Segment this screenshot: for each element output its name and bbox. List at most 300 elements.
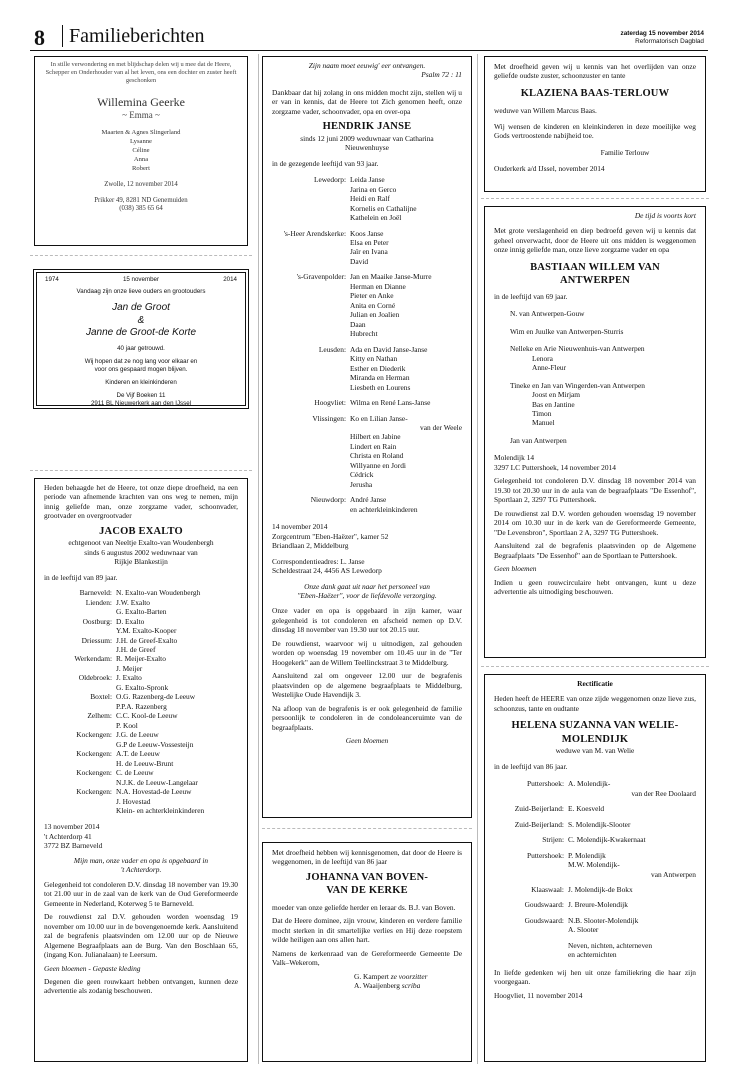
relative-row (44, 768, 238, 777)
obituary-intro: Dankbaar dat hij zolang in ons midden mocht zijn, stellen wij u er van in kennis, dat de Heere tot Zich genomen heeft, onze zorgzame vader, schoonvader, opa en over-opa (272, 87, 462, 116)
relative-row (272, 461, 462, 470)
newspaper-name: Reformatorisch Dagblad (635, 38, 704, 46)
relative-row (272, 383, 462, 392)
condolence-paragraph: Gelegenheid tot condoleren D.V. dinsdag 18 november 2014 van 19.30 tot 20.30 uur in de aula van de begraafplaats "De Essenhof", Sportlaan 2, 3297 TG Puttershoek. (494, 476, 696, 505)
notice-paragraph: Indien u geen rouwcirculaire hebt ontvangen, kunt u deze advertentie als uitnodiging beschouwen. (494, 577, 696, 596)
burial-paragraph: Aansluitend zal de begrafenis plaatsvinden op de Algemene Begraafplaats "De Essenhof" aan de Sportlaan te Puttershoek. (494, 541, 696, 560)
widower-line: Nieuwenhuyse (345, 143, 389, 153)
column-separator (477, 54, 478, 1064)
relative-place (44, 664, 116, 673)
service-paragraph: De rouwdienst zal D.V. worden gehouden woensdag 19 november 2014 om 10.30 uur in de kerk van de Gereformeerde Gemeente, "De Levensbron", Sportlaan 2 A, 3297 TG Puttershoek. (494, 508, 696, 537)
service-paragraph: De rouwdienst, waarvoor wij u uitnodigen, zal gehouden worden op woensdag 19 november om 10.45 uur in de "Ter Hoogekerk" aan de Willem Teellinckstraat 3 te Middelburg. (272, 638, 462, 667)
relative-name: Klein- en achterkleinkinderen (116, 805, 205, 815)
relative-name: H. de Leeuw-Brunt (116, 758, 174, 768)
relative-row (44, 787, 238, 796)
address-line: Molendijk 14 (494, 453, 535, 463)
deceased-name: VAN DE KERKE (326, 885, 408, 897)
relative-place (494, 789, 568, 798)
relative-row (272, 470, 462, 479)
relative-row (44, 654, 238, 663)
relative-place (44, 797, 116, 806)
relative-name: Christa en Roland (350, 451, 404, 461)
relative-place (272, 383, 350, 392)
relative-place: Goudswaard: (524, 900, 564, 910)
relative-row (494, 835, 696, 844)
relative-name: G. Exalto-Barten (116, 607, 167, 617)
relative-name: S. Molendijk-Slooter (568, 819, 631, 829)
relative-row (272, 505, 462, 514)
anniversary-years (45, 276, 237, 284)
relative-row (44, 806, 238, 815)
obituary-intro: Heden behaagde het de Heere, tot onze diepe droefheid, na een periode van afnemende krachten van ons weg te nemen, mijn innig geliefde man, onze zorgzame vader, schoonvader, grootvader en overgrootvader (44, 483, 238, 521)
relative-name: M.W. Molendijk- (568, 860, 620, 870)
years-married: 40 jaar getrouwd. (117, 345, 165, 353)
wish-line: Wij hopen dat ze nog lang voor elkaar en (84, 358, 198, 366)
relative-name: Pieter en Anke (350, 291, 394, 301)
address-line: 2911 BL Nieuwerkerk aan den IJssel (90, 399, 192, 407)
bible-reference: Psalm 72 : 11 (421, 70, 462, 80)
relative-name: Hilbert en Jabine (350, 432, 401, 442)
family-list (43, 129, 239, 173)
relative-name: A. Slooter (568, 925, 599, 935)
relative-place: Nieuwdorp: (310, 495, 346, 505)
header-rule (30, 50, 708, 51)
relative-row (272, 229, 462, 238)
signature: Familie Terlouw (600, 147, 650, 157)
relative-name: R. Meijer-Exalto (116, 654, 166, 664)
no-flowers-note: Geen bloemen (345, 736, 389, 746)
ad-separator (30, 470, 252, 471)
relative-row (494, 950, 696, 959)
relative-place (44, 645, 116, 654)
relative-name: P. Kool (116, 720, 138, 730)
anniversary-intro: Vandaag zijn onze lieve ouders en grootouders (76, 287, 206, 295)
notice-paragraph: Degenen die geen rouwkaart hebben ontvangen, kunnen deze advertentie als zodanig beschouwen. (44, 977, 238, 996)
wish-paragraph: Wij wensen de kinderen en kleinkinderen in deze moeilijke weg Gods vertroostende nabijheid toe. (494, 121, 696, 141)
relative-row (44, 636, 238, 645)
relative-name: E. Koesveld (568, 804, 605, 814)
rectification-heading: Rectificatie (577, 679, 613, 688)
relative-place (44, 759, 116, 768)
wish-paragraph: Dat de Heere dominee, zijn vrouw, kinderen en verdere familie mocht sterken in dit smartelijke verlies en Hij deze roepstem wilde heiligen aan ons allen hart. (272, 916, 462, 945)
remembrance-paragraph: In liefde gedenken wij hen uit onze familiekring die haar zijn voorgegaan. (494, 967, 696, 987)
relative-row (44, 607, 238, 616)
family-member: Lysanne (130, 138, 152, 146)
relative-name: Julian en Joalien (350, 310, 400, 320)
relative-place (494, 870, 568, 879)
relative-place (272, 470, 350, 479)
widower-line: Rijkje Blankestijn (114, 557, 168, 567)
deceased-name: KLAZIENA BAAS-TERLOUW (520, 87, 670, 99)
relative-row (272, 301, 462, 310)
relative-name: J. Meijer (116, 663, 143, 673)
relative-place (272, 194, 350, 203)
relative-row (494, 941, 696, 950)
relative-name: Jaïr en Ivana (350, 247, 388, 257)
relative-name: Herman en Dianne (350, 281, 406, 291)
address-line: 3772 BZ Barneveld (44, 841, 103, 851)
relative-row (272, 414, 462, 423)
obituary-exalto (34, 478, 248, 1062)
relative-name: J.H. de Greef-Exalto (116, 635, 178, 645)
relative-name: David (350, 256, 369, 266)
relative-row (44, 645, 238, 654)
condolence-paragraph: Na afloop van de begrafenis is er ook gelegenheid de familie persoonlijk te condoleren in de condoleanceruimte van de begraafplaats. (272, 703, 462, 732)
correspondence-line: Correspondentieadres: L. Janse (272, 556, 365, 566)
relative-place: Oldebroek: (78, 673, 112, 683)
relative-place (272, 320, 350, 329)
bible-quote: Zijn naam moet eeuwig' eer ontvangen. (308, 61, 426, 70)
relative-row (494, 789, 696, 798)
condolence-paragraph: Gelegenheid tot condoleren D.V. dinsdag 18 november van 19.30 tot 21.00 uur in de zaal van de kerk van de Oud Gereformeerde Gemeente in Nederland, Koterweg 5 te Barneveld. (44, 879, 238, 908)
ad-separator (262, 828, 472, 829)
date-line: 14 november 2014 (272, 522, 328, 532)
ad-separator (30, 255, 252, 256)
relative-place (494, 860, 568, 869)
relative-name: G. Exalto-Spronk (116, 682, 169, 692)
place-date: Hoogvliet, 11 november 2014 (494, 990, 583, 1000)
deceased-name: MOLENDIJK (561, 733, 629, 745)
no-flowers-note: Geen bloemen (494, 564, 537, 574)
relative-name: Wim en Juulke van Antwerpen-Sturris (510, 326, 624, 336)
relative-name: N.B. Slooter-Molendijk (568, 915, 639, 925)
relative-place: Zuid-Beijerland: (514, 804, 564, 814)
relative-row (44, 749, 238, 758)
address-line: Briandlaan 2, Middelburg (272, 541, 349, 551)
relative-row (44, 711, 238, 720)
relative-name: Hubrecht (350, 329, 378, 339)
thanks-line: "Eben-Haëzer", voor de liefdevolle verzorging. (297, 591, 437, 600)
relative-place (44, 626, 116, 635)
relative-name: Lindert en Rain (350, 441, 397, 451)
relative-row (272, 272, 462, 281)
relative-row (494, 900, 696, 909)
relative-place: Goudswaard: (524, 915, 564, 925)
relative-row (272, 354, 462, 363)
relative-row (272, 442, 462, 451)
relative-name: André Janse (350, 495, 387, 505)
relative-row (494, 779, 696, 788)
relative-name: Jarina en Gerco (350, 184, 397, 194)
relative-name: Kathelein en Joël (350, 213, 402, 223)
relative-place (44, 740, 116, 749)
relative-name: J.W. Exalto (116, 597, 151, 607)
relative-row (272, 175, 462, 184)
relative-place (494, 925, 568, 934)
relative-row (44, 626, 238, 635)
family-member: Robert (132, 165, 150, 172)
anniversary-announcement (36, 272, 246, 406)
relative-name: D. Exalto (116, 616, 145, 626)
relative-row (494, 916, 696, 925)
relative-place (272, 451, 350, 460)
anniversary-day: 15 november (122, 276, 160, 283)
signature (272, 972, 462, 981)
relative-place: Strijen: (542, 835, 564, 845)
relative-place: Vlissingen: (312, 413, 346, 423)
widower-line: sinds 12 juni 2009 weduwnaar van Catharina (300, 133, 434, 143)
service-paragraph: De rouwdienst zal D.V. gehouden worden woensdag 19 november om 10.00 uur in de bovengenoemde kerk. Aansluitend zal de begrafenis plaatsvinden om 12.00 uur op de Nieuwe Algemene Begraafplaats aan de Burg. Van den Boschlaan 65, (ingang Kon. Julianalaan) te Leersum. (44, 912, 238, 960)
baby-nickname: ~ Emma ~ (122, 109, 160, 120)
viewing-paragraph: Onze vader en opa is opgebaard in zijn kamer, waar gelegenheid is tot condoleren en afscheid nemen op D.V. dinsdag 18 november van 19.30 uur tot 20.15 uur. (272, 606, 462, 635)
relative-row (44, 740, 238, 749)
relative-row (494, 870, 696, 879)
obituary-baas-terlouw (484, 56, 706, 192)
relative-place (44, 607, 116, 616)
relative-place (494, 950, 568, 959)
relative-place: Werkendam: (74, 654, 112, 664)
relative-place (272, 282, 350, 291)
address-line: Prikker 49, 8281 ND Genemuiden (94, 196, 188, 204)
relative-name: Jan en Maaike Janse-Murre (350, 272, 432, 282)
relative-name: N.A. Hovestad-de Leeuw (116, 787, 192, 797)
relative-row (272, 345, 462, 354)
deceased-name: BASTIAAN WILLEM VAN (530, 261, 660, 273)
quote-line: Mijn man, onze vader en opa is opgebaard in (73, 855, 209, 865)
relative-name: P.P.A. Razenberg (116, 701, 167, 711)
relative-row (494, 804, 696, 813)
obituary-van-antwerpen (484, 206, 706, 658)
relative-name: O.G. Razenberg-de Leeuw (116, 692, 196, 702)
deceased-name: JOHANNA VAN BOVEN- (305, 871, 429, 883)
relatives-list (494, 779, 696, 960)
relative-place (272, 423, 350, 432)
relative-row (272, 213, 462, 222)
column-separator (258, 54, 259, 1064)
issue-date: zaterdag 15 november 2014 (620, 30, 704, 37)
relative-row (272, 247, 462, 256)
relative-name: Jan van Antwerpen (510, 435, 567, 445)
relative-name: en achterkleinkinderen (350, 504, 418, 514)
relative-row (272, 238, 462, 247)
birth-intro: In stille verwondering en met blijdschap delen wij u mee dat de Heere, Schepper en Onderhouder van al het leven, ons een dochter en zuster heeft geschonken (45, 61, 237, 85)
relative-row (272, 495, 462, 504)
family-member: Maarten & Agnes Slingerland (101, 129, 181, 137)
relative-place: Kockengen: (76, 730, 112, 740)
obituary-van-boven (262, 842, 472, 1062)
relative-name: Willyanne en Jordi (350, 460, 406, 470)
relative-name: Ada en David Janse-Janse (350, 344, 428, 354)
relative-place (44, 778, 116, 787)
date-line: 13 november 2014 (44, 822, 100, 832)
relative-row (272, 194, 462, 203)
grandchild-name: Anne-Fleur (532, 363, 567, 373)
relative-name: N. Exalto-van Woudenbergh (116, 588, 201, 598)
age-line: in de gezegende leeftijd van 93 jaar. (272, 158, 379, 168)
deceased-name: HENDRIK JANSE (322, 121, 412, 133)
relative-row (272, 432, 462, 441)
relative-place: Barneveld: (79, 588, 112, 598)
relative-place: Leusden: (318, 344, 346, 354)
start-year: 1974 (45, 276, 59, 283)
relative-place: Zelhem: (87, 711, 112, 721)
relative-name: Neven, nichten, achterneven (568, 940, 653, 950)
relative-row (272, 204, 462, 213)
signer-role: ze voorzitter (390, 971, 428, 981)
burial-paragraph: Aansluitend zal om ongeveer 12.00 uur de begrafenis plaatsvinden op de algemene begraafplaats te Middelburg, Westelijke Oude Havendijk 3. (272, 671, 462, 700)
address-line: 3297 LC Puttershoek, 14 november 2014 (494, 462, 616, 472)
relation-paragraph: moeder van onze geliefde herder en leraar ds. B.J. van Boven. (272, 902, 456, 912)
address-line: De Vijf Boeken 11 (116, 392, 166, 400)
relative-place (494, 941, 568, 950)
relative-name: Wilma en René Lans-Janse (350, 398, 431, 408)
relative-name: Kornelis en Cathalijne (350, 203, 417, 213)
relative-place (272, 257, 350, 266)
ad-separator (481, 198, 709, 199)
relative-row (272, 480, 462, 489)
relative-place (44, 683, 116, 692)
relative-row (44, 778, 238, 787)
relative-place: Puttershoek: (527, 850, 564, 860)
relative-row (272, 364, 462, 373)
relative-name: Anita en Corné (350, 300, 396, 310)
relative-place (272, 442, 350, 451)
relative-row (272, 257, 462, 266)
age-line: in de leeftijd van 69 jaar. (494, 291, 568, 301)
relative-place (272, 310, 350, 319)
relative-row (44, 797, 238, 806)
relative-name: Liesbeth en Lourens (350, 382, 411, 392)
widower-line: sinds 6 augustus 2002 weduwnaar van (84, 547, 198, 557)
relative-place (272, 238, 350, 247)
relative-row (44, 598, 238, 607)
relative-place: 's-Gravenpolder: (296, 272, 346, 282)
grandchild-name: Lenora (532, 353, 553, 363)
relative-name: J. Hovestad (116, 796, 151, 806)
grandchild-name: Bas en Jantine (532, 399, 575, 409)
relative-place: Lienden: (85, 597, 112, 607)
relative-place: 's-Heer Arendskerke: (283, 228, 346, 238)
relative-name: Tineke en Jan van Wingerden-van Antwerpen (510, 380, 645, 390)
relative-place: Lewedorp: (313, 175, 346, 185)
relative-name: P. Molendijk (568, 850, 606, 860)
relative-row (44, 759, 238, 768)
relative-row (44, 702, 238, 711)
relative-place: Klaaswaal: (531, 884, 564, 894)
relative-name: Elsa en Peter (350, 238, 389, 247)
spouse-line: echtgenoot van Neeltje Exalto-van Woudenbergh (68, 538, 214, 548)
relative-name: Jerusha (350, 479, 373, 489)
relative-name: J.G. de Leeuw (116, 730, 159, 740)
ad-separator (481, 666, 709, 667)
relative-name: A. Molendijk- (568, 779, 611, 789)
relative-place: Kockengen: (76, 768, 112, 778)
signer-name: A. Waaijenberg (354, 981, 400, 991)
relative-row (44, 617, 238, 626)
relative-name: van der Ree Doolaard (631, 788, 696, 798)
relative-place (44, 702, 116, 711)
deceased-name: ANTWERPEN (559, 275, 631, 287)
deceased-name: HELENA SUZANNA VAN WELIE- (511, 720, 679, 732)
relative-row (272, 329, 462, 338)
relative-row (272, 423, 462, 432)
header-info (621, 30, 704, 47)
relative-row (44, 673, 238, 682)
birth-announcement (34, 56, 248, 246)
family-member: Céline (132, 147, 150, 155)
relative-place: Driessum: (81, 635, 112, 645)
obituary-intro: Heden heeft de HEERE van onze zijde weggenomen onze lieve zus, schoonzus, tante en oudtante (494, 694, 696, 713)
relative-place (272, 480, 350, 489)
relative-place: Zuid-Beijerland: (514, 819, 564, 829)
widow-line: weduwe van M. van Welie (555, 746, 635, 756)
bible-quote: De tijd is voorts kort (634, 211, 696, 220)
relative-name: Koos Janse (350, 228, 384, 238)
relative-name: J. Breure-Molendijk (568, 900, 628, 910)
place-date: Ouderkerk a/d IJssel, november 2014 (494, 164, 605, 174)
relative-row (272, 451, 462, 460)
relative-row (494, 885, 696, 894)
relative-place (272, 213, 350, 222)
obituary-intro: Met grote verslagenheid en diep bedroefd geven wij u kennis dat geheel onverwacht, door de Heere uit ons midden is weggenomen onze innig geliefde man, onze lieve zorgzame vader en opa (494, 226, 696, 255)
relative-row (494, 820, 696, 829)
relative-place (272, 301, 350, 310)
relative-place: Kockengen: (76, 787, 112, 797)
relative-row (44, 588, 238, 597)
relative-place: Hoogvliet: (314, 398, 346, 408)
relative-row (272, 291, 462, 300)
relative-row (44, 730, 238, 739)
relative-place (272, 364, 350, 373)
relative-place (272, 461, 350, 470)
relative-name: C. Molendijk-Kwakernaat (568, 835, 646, 845)
relative-name: Leida Janse (350, 175, 385, 185)
relative-row (44, 721, 238, 730)
relative-row (272, 310, 462, 319)
relative-name: N.J.K. de Leeuw-Langelaar (116, 777, 198, 787)
relative-name: J.H. de Greef (116, 645, 156, 654)
thanks-line: Onze dank gaat uit naar het personeel van (304, 581, 430, 591)
wish-line: voor ons gespaard mogen blijven. (94, 366, 188, 374)
relative-place (272, 247, 350, 256)
relative-name: Miranda en Herman (350, 373, 410, 383)
ampersand: & (137, 314, 145, 326)
age-line: in de leeftijd van 86 jaar. (494, 761, 568, 771)
relative-place (272, 505, 350, 514)
relative-place: Boxtel: (90, 692, 112, 702)
relative-place: Puttershoek: (527, 779, 564, 789)
deceased-name: JACOB EXALTO (99, 525, 183, 537)
birth-place-date: Zwolle, 12 november 2014 (104, 180, 178, 188)
husband-name: Jan de Groot (112, 301, 170, 313)
obituary-intro: Met droefheid geven wij u kennis van het overlijden van onze geliefde oudste zuster, schoonzuster en tante (494, 62, 696, 81)
relative-name: J. Molendijk-de Bokx (568, 884, 633, 894)
relative-name: J. Exalto (116, 673, 142, 683)
signatory-paragraph: Namens de kerkenraad van de Gereformeerde Gemeente De Valk–Wekerom, (272, 948, 462, 968)
no-flowers-note: Geen bloemen - Gepaste kleding (44, 963, 141, 973)
relative-row (494, 851, 696, 860)
relative-row (272, 320, 462, 329)
relative-row (44, 692, 238, 701)
relative-name: G.P de Leeuw-Vossesteijn (116, 739, 194, 749)
relative-name: van Antwerpen (651, 869, 696, 879)
relative-name: Daan (350, 319, 366, 329)
relative-name: Cédrick (350, 470, 374, 480)
baby-name: Willemina Geerke (97, 94, 185, 109)
signature: Kinderen en kleinkinderen (105, 379, 177, 387)
relative-name: van der Weele (420, 422, 462, 432)
relative-row (272, 373, 462, 382)
relative-place (272, 291, 350, 300)
family-member: Anna (133, 156, 149, 164)
relative-row (272, 185, 462, 194)
address-line: 't Achterdorp 41 (44, 831, 92, 841)
relative-row (494, 925, 696, 934)
age-line: in de leeftijd van 89 jaar. (44, 572, 118, 582)
grandchild-name: Timon (532, 408, 552, 418)
relative-row (272, 398, 462, 407)
grandchild-name: Manuel (532, 418, 555, 428)
